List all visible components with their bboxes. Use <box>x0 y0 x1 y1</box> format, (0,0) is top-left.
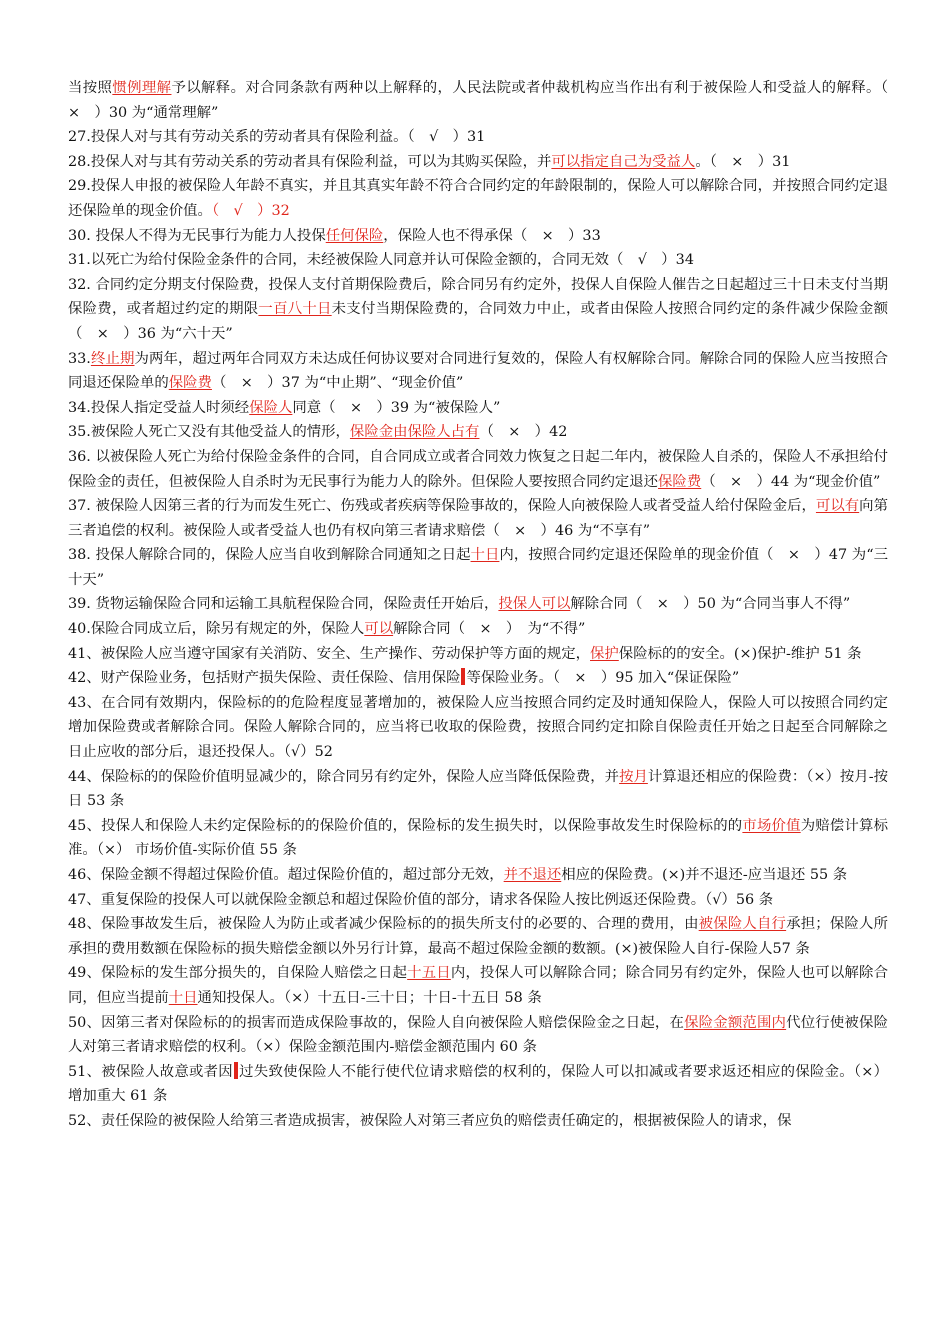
paragraph <box>68 691 888 765</box>
text-run: 39. 货物运输保险合同和运输工具航程保险合同，保险责任开始后， <box>68 596 499 613</box>
paragraph <box>68 347 888 396</box>
highlighted-text: 并不退还 <box>503 867 562 883</box>
text-run: （ × ）44 为“现金价值” <box>701 473 881 490</box>
paragraph <box>68 445 888 494</box>
highlighted-text: 投保人可以 <box>498 596 571 613</box>
text-run: 30. 投保人不得为无民事行为能力人投保 <box>68 227 326 244</box>
paragraph <box>68 1011 888 1060</box>
text-run: 向第三者追偿的权利。被保险人或者受益人也仍有权向第三者请求赔偿（ × ）46 为“不享有” <box>68 498 888 539</box>
text-run: 相应的保险费。(×)并不退还-应当退还 55 条 <box>561 867 848 883</box>
text-run: 31.以死亡为给付保险金条件的合同，未经被保险人同意并认可保险金额的，合同无效（ √ ）34 <box>68 252 694 269</box>
paragraph <box>68 1060 888 1109</box>
highlighted-text: 被保险人自行 <box>698 916 787 933</box>
text-run: 通知投保人。（×）十五日-三十日；十日-十五日 58 条 <box>197 989 542 1006</box>
text-run: 同意（ × ）39 为“被保险人” <box>292 399 501 416</box>
text-run: 40.保险合同成立后，除另有规定的外，保险人 <box>68 621 365 638</box>
paragraph <box>68 1109 888 1134</box>
highlighted-text: 按月 <box>619 768 648 785</box>
text-run: 49、保险标的发生部分损失的，自保险人赔偿之日起 <box>68 965 408 982</box>
paragraph <box>68 150 888 175</box>
paragraph <box>68 543 888 592</box>
text-run: （ × ）42 <box>479 424 568 441</box>
text-run: 27.投保人对与其有劳动关系的劳动者具有保险利益。（ √ ）31 <box>68 129 486 146</box>
red-text: （ √ ）32 <box>211 202 290 219</box>
text-run: 42、财产保险业务，包括财产损失保险、责任保险、信用保险 <box>68 670 461 687</box>
text-run: 44、保险标的的保险价值明显减少的，除合同另有约定外，保险人应当降低保险费，并 <box>68 768 620 785</box>
text-run: ，保险人也不得承保（ × ）33 <box>383 227 601 244</box>
text-run: 29.投保人申报的被保险人年龄不真实，并且其真实年龄不符合合同约定的年龄限制的，保险人可以解除合同，并按照合同约定退还保险单的现金价值。 <box>68 178 888 219</box>
highlighted-text: 一百八十日 <box>258 301 332 318</box>
highlighted-text: 可以指定自己为受益人 <box>551 153 696 170</box>
text-run: 43、在合同有效期内，保险标的的危险程度显著增加的，被保险人应当按照合同约定及时通知保险人，保险人可以按照合同约定增加保险费或者解除合同。保险人解除合同的，应当将已收取的保险费，按照合同约定扣除自保险责任开始之日起至合同解除之日止应收的部分后，退还投保人。（√）52 <box>68 694 888 761</box>
paragraph <box>68 224 888 249</box>
highlighted-text: 保险金额范围内 <box>684 1014 787 1031</box>
text-run: 37. 被保险人因第三者的行为而发生死亡、伤残或者疾病等保险事故的，保险人向被保险人或者受益人给付保险金后， <box>68 498 816 515</box>
text-run: 36. 以被保险人死亡为给付保险金条件的合同，自合同成立或者合同效力恢复之日起二年内，被保险人自杀的，保险人不承担给付保险金的责任，但被保险人自杀时为无民事行为能力人的除外。但保险人要按照合同约定退还 <box>68 448 888 490</box>
paragraph <box>68 814 888 863</box>
text-run: 52、责任保险的被保险人给第三者造成损害，被保险人对第三者应负的赔偿责任确定的，根据被保险人的请求，保 <box>68 1112 792 1129</box>
text-run: 35.被保险人死亡又没有其他受益人的情形， <box>68 424 350 441</box>
highlighted-text: 保险金由保险人占有 <box>349 424 480 441</box>
text-run: 33. <box>68 350 91 367</box>
paragraph <box>68 174 888 223</box>
text-run: 50、因第三者对保险标的的损害而造成保险事故的，保险人自向被保险人赔偿保险金之日起，在 <box>68 1014 685 1031</box>
paragraph <box>68 642 888 667</box>
text-run: 为两年，超过两年合同双方未达成任何协议要对合同进行复效的，保险人有权解除合同。解除合同的保险人应当按照合同退还保险单的 <box>68 350 888 392</box>
text-run: 计算退还相应的保险费：（×）按月-按日 53 条 <box>68 768 888 810</box>
paragraph <box>68 125 888 150</box>
paragraph <box>68 396 888 421</box>
text-run: 41、被保险人应当遵守国家有关消防、安全、生产操作、劳动保护等方面的规定， <box>68 645 590 662</box>
paragraph <box>68 765 888 814</box>
text-run: 。（ × ）31 <box>695 153 791 170</box>
text-run: 为赔偿计算标准。（×） 市场价值-实际价值 55 条 <box>68 817 888 859</box>
highlighted-text: 保护 <box>590 645 619 662</box>
highlighted-text: 任何保险 <box>325 227 384 244</box>
paragraph <box>68 494 888 543</box>
text-run: （ × ）37 为“中止期”、“现金价值” <box>211 375 464 392</box>
paragraph <box>68 248 888 273</box>
text-run: 代位行使被保险人对第三者请求赔偿的权利。（×）保险金额范围内-赔偿金额范围内 60 条 <box>68 1014 888 1056</box>
paragraph <box>68 273 888 347</box>
text-run: 38. 投保人解除合同的，保险人应当自收到解除合同通知之日起 <box>68 547 471 564</box>
text-run: 45、投保人和保险人未约定保险标的的保险价值的，保险标的发生损失时，以保险事故发生时保险标的的 <box>68 817 743 834</box>
paragraph <box>68 592 888 617</box>
highlighted-text: 可以 <box>364 621 394 638</box>
highlighted-text: 十日 <box>168 989 198 1006</box>
highlighted-text: 十日 <box>470 547 500 564</box>
text-run: 34.投保人指定受益人时须经 <box>68 399 250 416</box>
paragraph <box>68 666 888 691</box>
document-body <box>68 76 903 1134</box>
paragraph <box>68 961 888 1010</box>
paragraph <box>68 863 888 888</box>
highlighted-text: 可以有 <box>815 498 860 515</box>
highlighted-text: 惯例理解 <box>112 80 172 96</box>
highlighted-text: 保险费 <box>168 375 212 392</box>
text-run: 32. 合同约定分期支付保险费，投保人支付首期保险费后，除合同另有约定外，投保人自保险人催告之日起超过三十日未支付当期保险费，或者超过约定的期限 <box>68 276 888 318</box>
text-run: 28.投保人对与其有劳动关系的劳动者具有保险利益，可以为其购买保险，并 <box>68 153 552 170</box>
text-run: 解除合同（ × ）50 为“合同当事人不得” <box>570 596 851 613</box>
text-run: 51、被保险人故意或者因 <box>68 1063 233 1080</box>
text-run: 未支付当期保险费的，合同效力中止，或者由保险人按照合同约定的条件减少保险金额（ × ）36 为“六十天” <box>68 301 888 342</box>
text-run: 48、保险事故发生后，被保险人为防止或者减少保险标的的损失所支付的必要的、合理的费用，由 <box>68 916 699 933</box>
text-run: 过失致使保险人不能行使代位请求赔偿的权利的，保险人可以扣减或者要求返还相应的保险金。（×）增加重大 61 条 <box>68 1063 888 1105</box>
text-run: 47、重复保险的投保人可以就保险金额总和超过保险价值的部分，请求各保险人按比例返还保险费。（√）56 条 <box>68 891 774 908</box>
highlighted-text: 终止期 <box>90 350 135 367</box>
text-run: 当按照 <box>68 80 113 96</box>
highlighted-text: 十五日 <box>407 965 451 982</box>
text-run: 46、保险金额不得超过保险价值。超过保险价值的，超过部分无效， <box>68 867 504 883</box>
paragraph <box>68 420 888 445</box>
paragraph <box>68 912 888 961</box>
text-run: 等保险业务。（ × ）95 加入“保证保险” <box>466 670 740 687</box>
paragraph <box>68 888 888 913</box>
paragraph <box>68 76 903 125</box>
highlighted-text: 市场价值 <box>742 817 801 834</box>
highlighted-text: 保险人 <box>249 399 293 416</box>
text-run: 保险标的的安全。(×)保护-维护 51 条 <box>618 645 862 662</box>
text-run: 内，投保人可以解除合同；除合同另有约定外，保险人也可以解除合同，但应当提前 <box>68 965 888 1006</box>
text-run: 予以解释。对合同条款有两种以上解释的，人民法院或者仲裁机构应当作出有利于被保险人和受益人的解释。（ × ）30 为“通常理解” <box>68 80 903 121</box>
text-run: 内，按照合同约定退还保险单的现金价值（ × ）47 为“三十天” <box>68 547 888 588</box>
highlighted-text: 保险费 <box>658 473 702 490</box>
text-run: 解除合同（ × ） 为“不得” <box>393 621 586 638</box>
text-run: 承担；保险人所承担的费用数额在保险标的损失赔偿金额以外另行计算，最高不超过保险金额的数额。(×)被保险人自行-保险人57 条 <box>68 916 888 957</box>
paragraph <box>68 617 888 642</box>
text-cursor <box>234 1062 238 1079</box>
text-cursor <box>461 668 465 685</box>
